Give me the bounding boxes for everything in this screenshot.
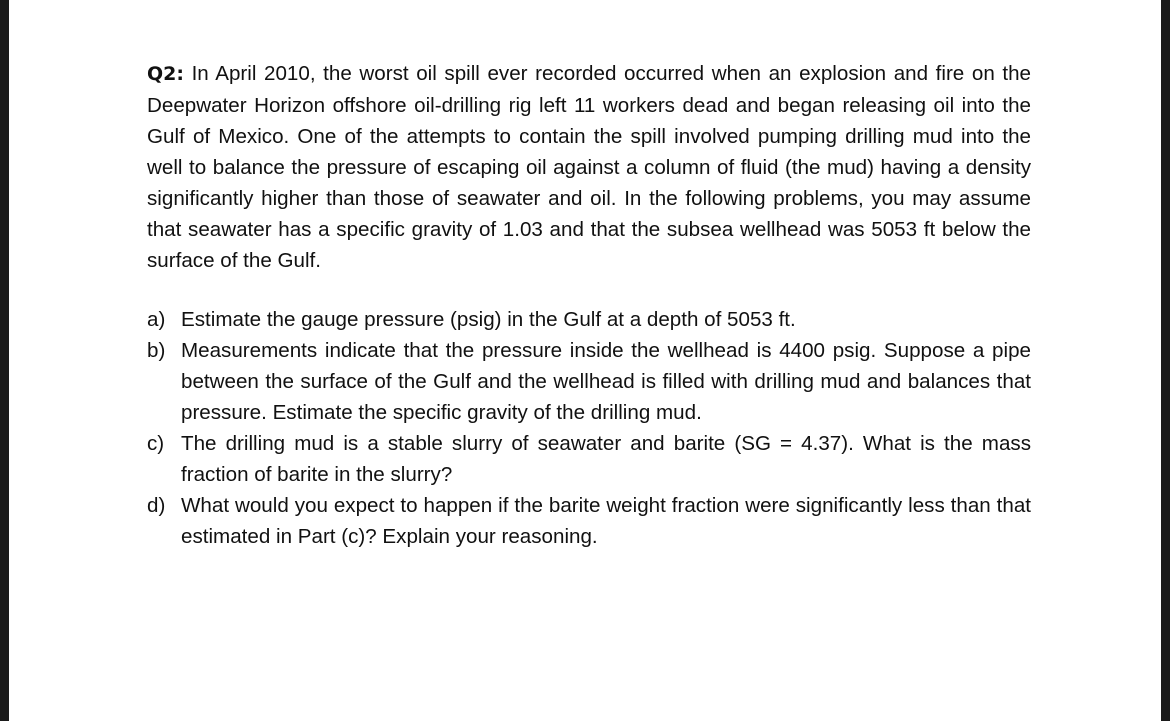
part-b: [147, 335, 1031, 428]
question-paragraph: [147, 58, 1031, 276]
question-label: Q2:: [147, 63, 184, 85]
part-b-letter: b): [147, 339, 166, 362]
part-c: [147, 428, 1031, 490]
document-page: [9, 0, 1161, 721]
question-block: [147, 58, 1031, 552]
part-d-text: What would you expect to happen if the barite weight fraction were significantly less than that estimated in Part (c)? Explain your reasoning.: [181, 494, 1031, 548]
part-b-text: Measurements indicate that the pressure inside the wellhead is 4400 psig. Suppose a pipe between the surface of the Gulf and the wellhead is filled with drilling mud and balances that pressure. Estimate the specific gravity of the drilling mud.: [181, 339, 1031, 424]
part-a: [147, 304, 1031, 335]
part-a-letter: a): [147, 308, 166, 331]
part-c-text: The drilling mud is a stable slurry of seawater and barite (SG = 4.37). What is the mass fraction of barite in the slurry?: [181, 432, 1031, 486]
question-parts-list: [147, 304, 1031, 552]
part-d-letter: d): [147, 494, 166, 517]
part-d: [147, 490, 1031, 552]
part-a-text: Estimate the gauge pressure (psig) in the Gulf at a depth of 5053 ft.: [181, 308, 796, 331]
question-text: In April 2010, the worst oil spill ever recorded occurred when an explosion and fire on the Deepwater Horizon offshore oil-drilling rig left 11 workers dead and began releasing oil into the Gulf of Mexico. One of the attempts to contain the spill involved pumping drilling mud into the well to balance the pressure of escaping oil against a column of fluid (the mud) having a density significantly higher than those of seawater and oil. In the following problems, you may assume that seawater has a specific gravity of 1.03 and that the subsea wellhead was 5053 ft below the surface of the Gulf.: [147, 62, 1031, 272]
part-c-letter: c): [147, 432, 165, 455]
